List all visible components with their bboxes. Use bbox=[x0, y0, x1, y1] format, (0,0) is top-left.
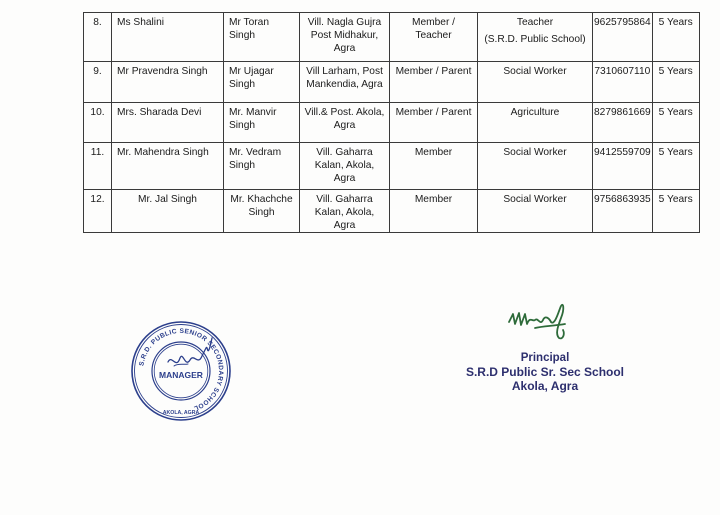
member-phone bbox=[593, 62, 653, 103]
member-address-text: Vill. Gaharra Kalan, Akola, Agra bbox=[314, 194, 375, 231]
member-address bbox=[300, 13, 390, 62]
member-occupation-text: Social Worker bbox=[503, 147, 567, 158]
member-occupation-text: Social Worker bbox=[503, 66, 567, 77]
member-term bbox=[652, 143, 699, 190]
table-row bbox=[84, 13, 700, 62]
row-number bbox=[84, 62, 112, 103]
member-phone bbox=[593, 103, 653, 143]
member-address bbox=[300, 190, 390, 233]
member-term bbox=[652, 62, 699, 103]
member-name-text: Mrs. Sharada Devi bbox=[117, 107, 202, 118]
member-occupation bbox=[478, 190, 593, 233]
father-name bbox=[224, 13, 300, 62]
father-name-text: Mr Toran Singh bbox=[229, 17, 270, 41]
row-number bbox=[84, 103, 112, 143]
member-name bbox=[112, 190, 224, 233]
row-number bbox=[84, 190, 112, 233]
member-role-text: Member / Parent bbox=[395, 66, 472, 77]
members-table bbox=[83, 12, 700, 233]
member-term-text: 5 Years bbox=[658, 147, 693, 158]
row-number-text: 10. bbox=[90, 107, 105, 118]
member-occupation-text: Teacher bbox=[516, 17, 554, 28]
father-name-text: Mr. Vedram Singh bbox=[229, 147, 282, 171]
table-row bbox=[84, 190, 700, 233]
seal-bottom-text: AKOLA, AGRA bbox=[162, 410, 200, 416]
seal-center-text: MANAGER bbox=[159, 370, 203, 380]
member-phone-text: 8279861669 bbox=[594, 107, 651, 118]
member-occupation-text: Agriculture bbox=[510, 107, 560, 118]
member-address bbox=[300, 62, 390, 103]
father-name bbox=[224, 103, 300, 143]
member-occupation bbox=[478, 143, 593, 190]
member-role bbox=[390, 190, 478, 233]
member-address bbox=[300, 103, 390, 143]
father-name bbox=[224, 190, 300, 233]
principal-signature bbox=[505, 300, 575, 345]
member-role bbox=[390, 143, 478, 190]
member-phone bbox=[593, 190, 653, 233]
member-name-text: Mr. Jal Singh bbox=[138, 194, 197, 205]
school-seal-stamp bbox=[128, 318, 234, 424]
member-name bbox=[112, 143, 224, 190]
member-address-text: Vill.& Post. Akola, Agra bbox=[304, 107, 385, 131]
member-occupation bbox=[478, 62, 593, 103]
table-row bbox=[84, 103, 700, 143]
member-address bbox=[300, 143, 390, 190]
member-occupation-detail: (S.R.D. Public School) bbox=[484, 34, 586, 45]
table-row bbox=[84, 143, 700, 190]
member-role-text: Member / Parent bbox=[395, 107, 472, 118]
row-number-text: 11. bbox=[90, 147, 105, 158]
father-name bbox=[224, 143, 300, 190]
father-name-text: Mr Ujagar Singh bbox=[229, 66, 274, 90]
member-name bbox=[112, 13, 224, 62]
row-number-text: 8. bbox=[93, 17, 102, 28]
member-role bbox=[390, 13, 478, 62]
member-name bbox=[112, 103, 224, 143]
member-address-text: Vill. Gaharra Kalan, Akola, Agra bbox=[314, 147, 375, 184]
member-term bbox=[652, 103, 699, 143]
member-occupation-text: Social Worker bbox=[503, 194, 567, 205]
member-role-text: Member / Teacher bbox=[411, 17, 456, 41]
father-name bbox=[224, 62, 300, 103]
member-role bbox=[390, 62, 478, 103]
father-name-text: Mr. Manvir Singh bbox=[229, 107, 277, 131]
member-phone-text: 9412559709 bbox=[594, 147, 651, 158]
member-address-text: Vill. Nagla Gujra Post Midhakur, Agra bbox=[307, 17, 382, 54]
member-phone-text: 7310607110 bbox=[594, 66, 651, 77]
member-term bbox=[652, 190, 699, 233]
principal-place: Akola, Agra bbox=[511, 379, 579, 393]
member-phone bbox=[593, 143, 653, 190]
member-phone-text: 9756863935 bbox=[594, 194, 651, 205]
member-name-text: Mr. Mahendra Singh bbox=[117, 147, 209, 158]
member-term-text: 5 Years bbox=[658, 17, 693, 28]
row-number-text: 12. bbox=[90, 194, 105, 205]
members-table-body bbox=[84, 13, 700, 233]
member-phone-text: 9625795864 bbox=[594, 17, 651, 28]
row-number-text: 9. bbox=[93, 66, 102, 77]
member-term bbox=[652, 13, 699, 62]
principal-block bbox=[440, 352, 650, 393]
father-name-text: Mr. Khachche Singh bbox=[230, 194, 293, 218]
member-address-text: Vill Larham, Post Mankendia, Agra bbox=[306, 66, 383, 90]
principal-title: Principal bbox=[520, 352, 570, 364]
member-role-text: Member bbox=[414, 147, 453, 158]
member-occupation bbox=[478, 13, 593, 62]
seal-ring-text: S.R.D. PUBLIC SENIOR SECONDARY SCHOOL bbox=[138, 327, 225, 412]
principal-school: S.R.D Public Sr. Sec School bbox=[465, 365, 625, 379]
row-number bbox=[84, 13, 112, 62]
member-role-text: Member bbox=[414, 194, 453, 205]
member-term-text: 5 Years bbox=[658, 66, 693, 77]
row-number bbox=[84, 143, 112, 190]
member-name-text: Mr Pravendra Singh bbox=[117, 66, 208, 77]
member-phone bbox=[593, 13, 653, 62]
member-name-text: Ms Shalini bbox=[117, 17, 164, 28]
member-term-text: 5 Years bbox=[658, 194, 693, 205]
member-term-text: 5 Years bbox=[658, 107, 693, 118]
member-occupation bbox=[478, 103, 593, 143]
member-name bbox=[112, 62, 224, 103]
member-role bbox=[390, 103, 478, 143]
table-row bbox=[84, 62, 700, 103]
